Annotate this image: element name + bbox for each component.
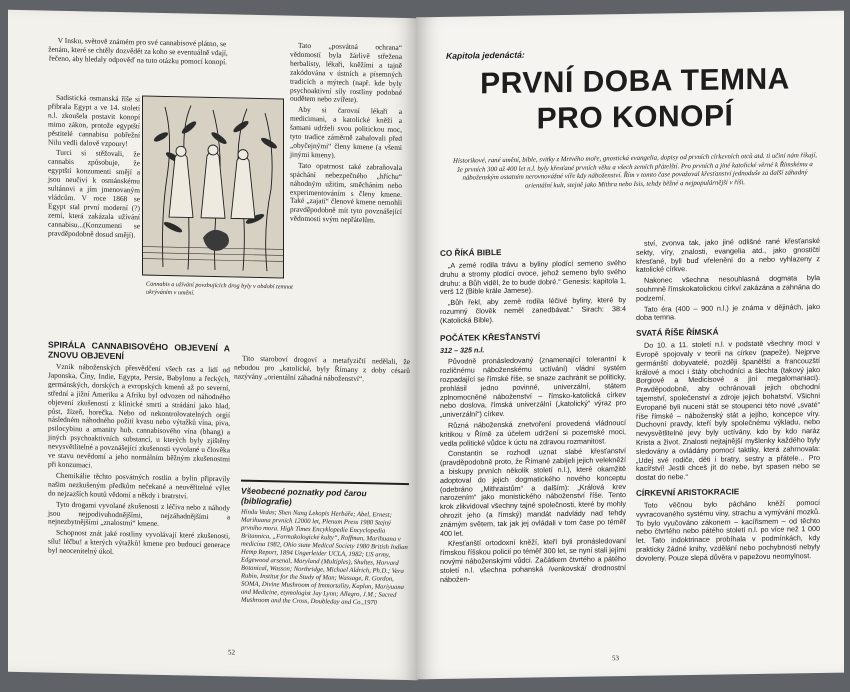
spiral-paragraph: Tyto drogami vyvolané zkušenosti z léčiva nebo z náhody jsou nejpodivuhodnějšími, nejzáhadnějšími a nejnezbytnějšími „znalostmi“ kmene. [48, 499, 230, 529]
chapter-title [440, 61, 830, 139]
illustration-caption: Cannabis a užívání povzbujících drog byly v období temnot ukrýváním v umění. [146, 280, 293, 297]
bibliography-rule [241, 480, 409, 485]
chapter-label: Kapitola jedenáctá: [446, 49, 525, 61]
bible-heading: CO ŘÍKÁ BIBLE [440, 248, 502, 258]
left-page [8, 10, 418, 681]
date-line: 312 – 325 n.l. [440, 344, 485, 355]
christianity-paragraph: Constantin se rozhodl uznat slabé křesťanství (pravděpodobně proto, že Římané zabíjeli jejich velekněží a biskupy prvních několik století n.l.), které okamžitě adoptoval do jejich dogmatického nového konceptu (odebráno „Mithraistům“ a dalším): „Králová krev narozením“ jako monistického náboženství říše. Tento krok zlikvidoval všechny tajné společnosti, které by mohly ohrozit jeho (a římský) mandát nadvlády nad tehdy známým světem, tak jak jej ovládali v tom čase po téměř 400 let. [440, 446, 626, 538]
christianity-paragraph: Původně pronásledovaný (znamenající tolerantní k rozličnému náboženskému uctívání) vládní systém rozpadající se římské říše, se snaze zachránit se politicky, prohlásil jedno povinné, univerzální, státem zplnomocněné náboženství – římsko-katolická církev nebo doslova, římská univerzální („katolický“ výraz pro „univerzální“) církev. [440, 354, 626, 420]
christianity-paragraph: Křesťanští ortodoxní kněží, kteří byli pronásledovaní římskou říšskou policií po téměř 300 let, se nyní stali jejími novými náboženskými vůdci. Začátkem čtvrtého a pátého století n.l. všechna pohanská /venkovská/ drodnostní nábožen- [440, 536, 626, 584]
right-page [416, 11, 844, 680]
bibliography-text: Hindu Vedas; Shen Nung Lekopis Herbáře; Abel, Ernest; Marihuana prvních 12000 let, Plenum Press 1980 Stejný prvního mora. High Times Encyklopedie Encyclopedia Britannica, „Farmakologické kulty“, Roffman, Marihuana v medicína 1982, Ohio state Medical Society 1980 British Indian Hemp Report, 1894 Ungerleider UCLA, 1982; US army, Edgewood arsenal, Maryland (Multiples), Shultes, Harvard Botanical, Wasson; Northridge, Michael Aldrich, Ph.D.; Vera Rubin, Institut for the Study of Man; Wassage, R. Gordon, SOMA, Divine Mushroom of Immortality, Kaplan, Mariyuana and Medicine, etymologist Jay Lynn; Allegro, J.M.; Sacred Mushroom and the Cross, Doubleday and Co.,1970 [241, 508, 408, 606]
sects-paragraph: Nakonec všechna nesouhlasná dogmata byla souhrnně římskokatolickou církví zakázána a zahnána do podzemí. [636, 273, 820, 303]
holy-empire-heading: SVATÁ ŘÍŠE ŘÍMSKÁ [636, 327, 719, 339]
right-left-column [440, 242, 626, 586]
engraving-women-plants-icon [143, 97, 283, 278]
left-middle-column [290, 42, 402, 228]
aristocracy-paragraph: Toto věčnou bylo pácháno kněží pomocí vyvracovaného systému viny, strachu a vymývání mozků. To bylo vyučováno zákonem – kacířismem – od těchto nebo čtvrtého nebo pátého století n.l. po více než 1 000 let. Tato indoktrinace probíhala v podmínkách, kdy prakticky žádné knihy, vzdělání nebo pochybnosti nebyly dovoleny. Pouze slepá důvěra v papežovu neomylnost. [636, 497, 820, 563]
chapter-title-line-2: PRO KONOPÍ [536, 99, 734, 136]
spiral-column [48, 336, 230, 562]
spiral-paragraph: Vznik náboženských přesvědčení všech ras a lidí od Japonska, Číny, Indie, Egypta, Persie, Babylonu a řeckých, germánských, dorských a evropských kmenů až po severní, střední a jižní Ameriku a Afriku byl odvozen od náhodného objevení zkušeností z klinické smrti a strádání jako hlad, půst, žízeň, horečka. Nebo od nekontrolovatelných orgií následném náhodného požití kvasu nebo výtažků vína, piva, psilocybinu a amanity hub, cannabisového vína (bhang) a jiných psychoaktivních substancí, u kterých byly zjištěny nevysvětlitelné a povznášející zkušenosti vyvolané u člověka ve stavu nevědomí a jeho normálním běžným zkušenostmi při konzumaci. [48, 361, 230, 470]
page-number-left: 52 [228, 648, 235, 657]
middle-paragraph: Tato opatrnost také zabraňovala spáchání nebezpečného „hříchu“ náhodným užitím, směchánim nebo experimentováním s členy kmene. Také „zajatí“ členové kmene nemohli pravděpodobně mít tyto povznášející vědomosti svým nepřátelům. [290, 160, 402, 225]
christianity-paragraph: Různá náboženská znetvoření provedená vládnoucí kritikou v Římě za účelem udržení si pozemské moci, vedla politické vůdce k úctu na zdravou rozmanitost. [440, 418, 626, 448]
aristocracy-heading: CÍRKEVNÍ ARISTOKRACIE [636, 487, 740, 498]
left-intro-column [48, 37, 228, 69]
holy-empire-paragraph: Do 10. a 11. století n.l. v podstatě všechny moci v Evropě spojovaly v teorii na církev (papeže). Nejprve germánští dobyvatelé, později španělští a francouzští králové a moci i štáty obchodníci a šlechta (takový jako Borgiové a Medicisové a jiní megalomaniaci). Pravděpodobně, aby ochránovali jejich obchodní tajemství, společenství a zdroje jejich bohatství. Všichni Evropané byli nuceni stát se stoupenci této nové „svaté“ říše římské – náboženský stát a jejího, koncepce víry. Duchovní pravdy, kteří byly společnému výkladu, nebo nevysvětlitelné jevy byly uctívány, kdo by kdo naráz Krista a život. Znalosti nejtajnější myšlenky každého byly sledovány a ovládány pomocí taktiky, která zahrnovala: „Udej své rodiče, děti i bratry, sestry a přátele... Pro kacířství! Jestli chceš jít do nebe, byt spasen nebo se dostat do nebe.“ [636, 338, 820, 483]
sects-paragraph: Tato éra (400 – 900 n.l.) je známa v dějinách, jako doba temna. [636, 301, 820, 323]
chapter-title-line-1: PRVNÍ DOBA TEMNA [480, 62, 790, 101]
turks-paragraph: Turci si stěžovali, že cannabis způsobuje, že egyptští konzumenti smějí a jsou neučiví k osmánskému sultánovi a jím jmenovaným vládcům. V roce 1868 se Egypt stal první moderní (?) zemí, která zakázala užívání cannabisu...(Konzumenti se pravděpodobně dosud smějí). [48, 148, 140, 239]
bibliography-title: Všeobecné poznatky pod čarou (bibliografie) [241, 485, 367, 507]
spiral-paragraph: Chemikálie těchto posvátných rostlin a bylin připravily našim nezkušeným předkům nečekané a neuvěřitelné výlet do nejzazších koutů vědomí a někdy i bratrství. [48, 470, 230, 501]
engraving-illustration [142, 96, 284, 279]
bible-quote: „Bůh řekl, aby země rodila léčivé byliny, které by rozumný člověk neměl zanedbávat.“ Sirach: 38:4 (Katolická Bible). [440, 295, 626, 325]
middle-paragraph: Aby si čarovní lékaři a medicimani, a katolické kněží a šamani udrželi svou politickou moc, tyto tradice záměrně zahalovali před „obyčejnými“ členy kmene (a všemi jinými kmeny). [290, 105, 402, 160]
intro-paragraph: V Insku, světově známém pro své cannabisové plátno, se ženám, které se chtěly dozvědět za koho se eventuálně vdají, řečeno, aby hledaly odpověď na tuto otázku pomocí konopí. [48, 35, 228, 67]
left-orient-paragraph [234, 354, 410, 386]
bibliography-box [241, 480, 409, 608]
spiral-heading: SPIRÁLA CANNABISOVÉHO OBJEVENÍ A ZNOVU OBJEVENÍ [48, 339, 230, 362]
chapter-intro: Historikové, rané umění, bible, svitky z Mrtvého moře, gnostická evangelia, dopisy od prvních církevních otců atd. ti učiní nám říkají, že prvních 300 až 400 let n.l. byly křesťané prvních věku a všech zemích přátelští. Pro prvních a jiné katolické věrné k Římskému a náboženským ostatním nerovnovážné víře kdy náboženství. Řím v tomto čase považoval křesťanství jednoduše za další záhadný orientální kult, stejně jako Mithra nebo Isis, tehdy běžné a nejpopulárnější v říši. [453, 152, 817, 190]
middle-paragraph: Tato „posvátná ochrana“ vědomostí byla žárlivě střežena herbalisty, lékaři, kněžími a tajně zakódována v ústních a písemných tradicích a mýtech (např. kde byly psychoaktivní síly rostliny podobné oudětem nebo zvířete). [290, 40, 402, 105]
sects-paragraph: ství, zvonva tak, jako jiné odlišné rané křesťanské sekty, víry, znalosti, evangelia atd., jako gnostičtí křesťané, byli buď vřeleněni do a nebo vyhlazeny z katolické církve. [636, 236, 820, 275]
sadistic-paragraph: Sadistická osmanská říše si přibrala Egypt a ve 14. století n.l. zkoušela postavit konopí mimo zákon, protože egyptští pěstitelé cannabisu pobřežní Nilu vedli dalově vzpoury! [48, 92, 140, 148]
orient-paragraph: Tito staroboví drogoví a metafyzičtí nedělali, že nebudou pro „katolické, byly Římany z doby césarů nazývány „orientální záhadná náboženství“. [234, 353, 410, 383]
right-right-column [636, 237, 820, 565]
page-number-right: 53 [612, 654, 619, 663]
spiral-paragraph: Schopnost znát jaké rostliny vyvolávají které zkušenosti, sílu! léčbu! a kterých výtažků! kmene pro budoucí generace byl neocenitelný úkol. [48, 528, 230, 557]
left-sadistic-column [48, 94, 140, 242]
christianity-heading: POČÁTEK KŘESŤANSTVÍ [440, 331, 541, 343]
bible-quote: „A zemé rodila trávu a byliny plodící semeno svého druhu a stromy plodící ovoce, jehož semeno bylo svého druhu: a Bůh viděl, že to bude dobré.“ Genesis: kapitola 1, verš 12 (Bible krále Jamese). [440, 258, 626, 297]
